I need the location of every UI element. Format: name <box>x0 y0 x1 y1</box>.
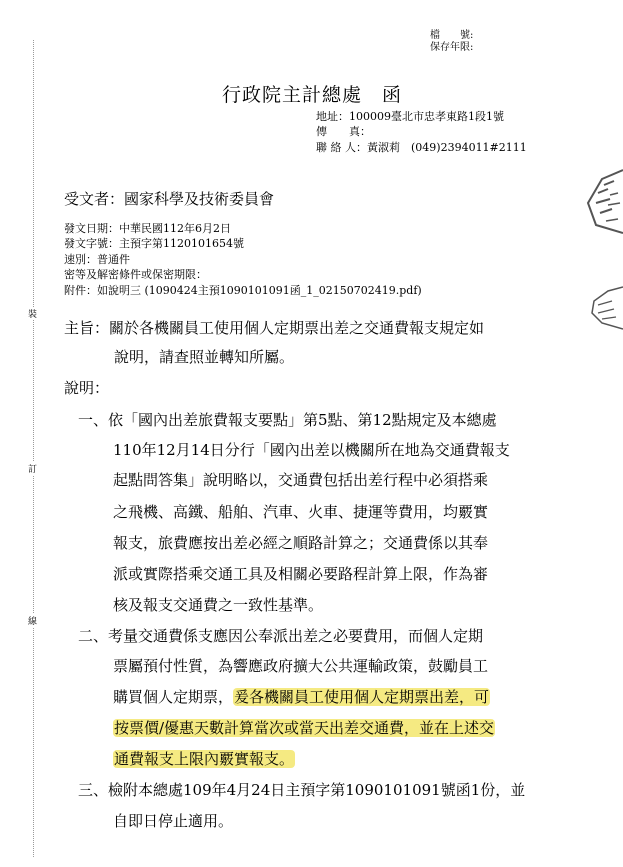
item2-highlight-1: 爰各機關員工使用個人定期票出差，可 <box>234 688 490 706</box>
item2-line-2: 票屬預付性質，為響應政府擴大公共運輸政策，鼓勵員工 <box>113 657 489 675</box>
margin-label-top: 裝 <box>28 307 37 320</box>
document-title: 行政院主計總處 函 <box>222 84 403 106</box>
retention-period-label: 保存年限: <box>430 42 474 53</box>
stamp-fragment <box>586 283 623 333</box>
item3-line-1: 三、檢附本總處109年4月24日主預字第1090101091號函1份，並 <box>78 781 526 799</box>
item1-line-1: 一、依「國內出差旅費報支要點」第5點、第12點規定及本總處 <box>78 411 497 429</box>
item2-highlight-3: 通費報支上限內覈實報支。 <box>114 750 295 768</box>
item2-line-1: 二、考量交通費係支應因公奉派出差之必要費用，而個人定期 <box>78 627 484 645</box>
item1-line-6: 派或實際搭乘交通工具及相關必要路程計算上限，作為審 <box>113 565 489 583</box>
item1-line-4: 之飛機、高鐵、船舶、汽車、火車、捷運等費用，均覈實 <box>113 503 489 521</box>
item2-line-4 <box>113 718 495 738</box>
recipient: 受文者：國家科學及技術委員會 <box>64 190 275 208</box>
subject-line-2: 說明，請查照並轉知所屬。 <box>114 348 295 366</box>
attachment: 附件：如說明三 (1090424主預1090101091函_1_02150702419.pdf) <box>64 284 422 297</box>
document-number: 發文字號：主預字第1120101654號 <box>64 237 244 250</box>
binding-margin-line <box>33 40 34 857</box>
item1-line-3: 起點問答集」說明略以，交通費包括出差行程中必須搭乘 <box>113 471 489 489</box>
item1-line-2: 110年12月14日分行「國內出差以機關所在地為交通費報支 <box>113 441 510 459</box>
item1-line-7: 核及報支交通費之一致性基準。 <box>113 596 324 614</box>
item2-line-3 <box>113 687 490 707</box>
seal-stamp <box>584 165 623 235</box>
security-level: 密等及解密條件或保密期限： <box>64 268 207 281</box>
item2-highlight-2: 按票價/優惠天數計算當次或當天出差交通費，並在上述交 <box>114 719 495 737</box>
explanation-heading: 說明： <box>64 379 110 397</box>
item2-line-5 <box>113 749 295 769</box>
item3-line-2: 自即日停止適用。 <box>113 812 234 830</box>
sender-address: 地址：100009臺北市忠孝東路1段1號 <box>316 110 504 123</box>
sender-fax: 傳 真： <box>316 125 371 138</box>
item1-line-5: 報支，旅費應按出差必經之順路計算之；交通費係以其奉 <box>113 534 489 552</box>
file-number-label: 檔 號: <box>430 30 474 41</box>
margin-label-bottom: 線 <box>28 614 37 627</box>
margin-label-middle: 訂 <box>28 462 37 475</box>
contact-person: 聯 絡 人：黃淑莉 (049)2394011#2111 <box>316 141 527 154</box>
item2-line-3-plain: 購買個人定期票， <box>113 688 234 706</box>
subject-line-1: 主旨：關於各機關員工使用個人定期票出差之交通費報支規定如 <box>64 319 485 337</box>
delivery-speed: 速別：普通件 <box>64 253 130 266</box>
issue-date: 發文日期：中華民國112年6月2日 <box>64 222 231 235</box>
